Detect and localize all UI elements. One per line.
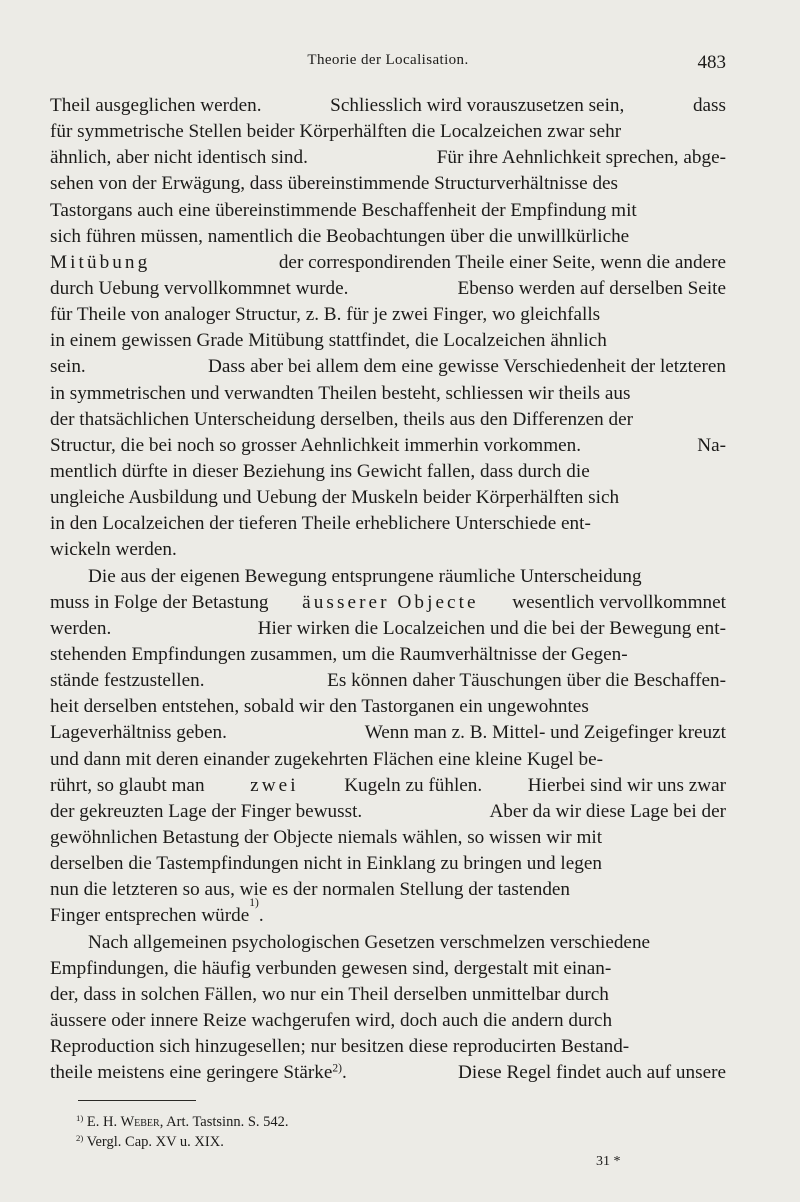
text-line: durch Uebung vervollkommnet wurde. Ebenso werden auf derselben Seite <box>50 277 726 299</box>
text-line: heit derselben entstehen, sobald wir den Tastorganen ein ungewohntes <box>50 696 589 718</box>
text-line: Nach allgemeinen psychologischen Gesetzen verschmelzen verschiedene <box>88 931 651 953</box>
page-number: 483 <box>697 52 726 73</box>
text-line: theile meistens eine geringere Stärke$^{2)}$. Diese Regel findet auch auf unsere <box>50 1062 726 1084</box>
text-line: Lageverhältniss geben. Wenn man z. B. Mittel- und Zeigefinger kreuzt <box>50 722 726 744</box>
text-line: derselben die Tastempfindungen nicht in Einklang zu bringen und legen <box>50 853 602 875</box>
paragraph <box>50 93 726 564</box>
text-line: in einem gewissen Grade Mitübung stattfindet, die Localzeichen ähnlich <box>50 330 607 352</box>
text-line: für symmetrische Stellen beider Körperhälften die Localzeichen zwar sehr <box>50 121 622 143</box>
text-line: Die aus der eigenen Bewegung entsprungene räumliche Unterscheidung <box>88 565 642 587</box>
text-line: stehenden Empfindungen zusammen, um die Raumverhältnisse der Gegen- <box>50 643 628 665</box>
text-line: nun die letzteren so aus, wie es der normalen Stellung der tastenden <box>50 879 571 901</box>
text-line: sein. Dass aber bei allem dem eine gewisse Verschiedenheit der letzteren <box>50 356 726 378</box>
text-line: ähnlich, aber nicht identisch sind. Für ihre Aehnlichkeit sprechen, abge- <box>50 147 726 169</box>
text-line: gewöhnlichen Betastung der Objecte niemals wählen, so wissen wir mit <box>50 826 603 848</box>
text-line: für Theile von analoger Structur, z. B. für je zwei Finger, wo gleichfalls <box>50 304 601 326</box>
body-text <box>50 93 726 1086</box>
text-line: Structur, die bei noch so grosser Aehnlichkeit immerhin vorkommen. Na- <box>50 434 726 456</box>
text-line: in symmetrischen und verwandten Theilen besteht, schliessen wir theils aus <box>50 382 631 404</box>
footnote-ref: 1) <box>249 897 259 910</box>
text-line: Finger entsprechen würde 1) . <box>50 903 726 929</box>
text-line: stände festzustellen. Es können daher Täuschungen über die Beschaffen- <box>50 670 726 692</box>
text-line: der thatsächlichen Unterscheidung derselben, theils aus den Differenzen der <box>50 408 634 430</box>
page-header <box>50 52 726 76</box>
footnote-divider <box>78 1100 196 1101</box>
text-line: Tastorgans auch eine übereinstimmende Beschaffenheit der Empfindung mit <box>50 199 637 221</box>
paragraph <box>50 564 726 930</box>
paragraph <box>50 930 726 1087</box>
running-title: Theorie der Localisation. <box>307 52 469 68</box>
text-line: Reproduction sich hinzugesellen; nur besitzen diese reproducirten Bestand- <box>50 1036 630 1058</box>
text-line: wickeln werden. <box>50 539 177 561</box>
footnote-1: $^{1)}$ E. H. Weber, Art. Tastsinn. S. 542. <box>76 1113 289 1130</box>
text-line: ungleiche Ausbildung und Uebung der Muskeln beider Körperhälften sich <box>50 487 620 509</box>
text-line: Theil ausgeglichen werden. Schliesslich wird vorauszusetzen sein, dass <box>50 95 726 116</box>
footnote-ref: 2) <box>332 1062 342 1075</box>
footnotes <box>76 1112 289 1152</box>
text-line: mentlich dürfte in dieser Beziehung ins Gewicht fallen, dass durch die <box>50 460 590 482</box>
text-line: in den Localzeichen der tieferen Theile erheblichere Unterschiede ent- <box>50 513 591 535</box>
text-line: werden. Hier wirken die Localzeichen und die bei der Bewegung ent- <box>50 617 726 639</box>
footnote-2: $^{2)}$ Vergl. Cap. XV u. XIX. <box>76 1133 224 1150</box>
printer-signature: 31 * <box>596 1154 621 1169</box>
text-line: muss in Folge der Betastung äusserer Objecte wesentlich vervollkommnet <box>50 591 726 613</box>
text-line: der gekreuzten Lage der Finger bewusst. Aber da wir diese Lage bei der <box>50 800 726 822</box>
text-line: Mitübung der correspondirenden Theile einer Seite, wenn die andere <box>50 251 726 273</box>
text-line: äussere oder innere Reize wachgerufen wird, doch auch die andern durch <box>50 1009 613 1031</box>
text-line: sich führen müssen, namentlich die Beobachtungen über die unwillkürliche <box>50 225 630 247</box>
text-line: sehen von der Erwägung, dass übereinstimmende Structurverhältnisse des <box>50 173 619 195</box>
text-line: Empfindungen, die häufig verbunden gewesen sind, dergestalt mit einan- <box>50 957 612 979</box>
text-line: und dann mit deren einander zugekehrten Flächen eine kleine Kugel be- <box>50 748 604 770</box>
text-line: rührt, so glaubt man zwei Kugeln zu fühlen. Hierbei sind wir uns zwar <box>50 774 726 796</box>
text-line: der, dass in solchen Fällen, wo nur ein Theil derselben unmittelbar durch <box>50 983 609 1005</box>
